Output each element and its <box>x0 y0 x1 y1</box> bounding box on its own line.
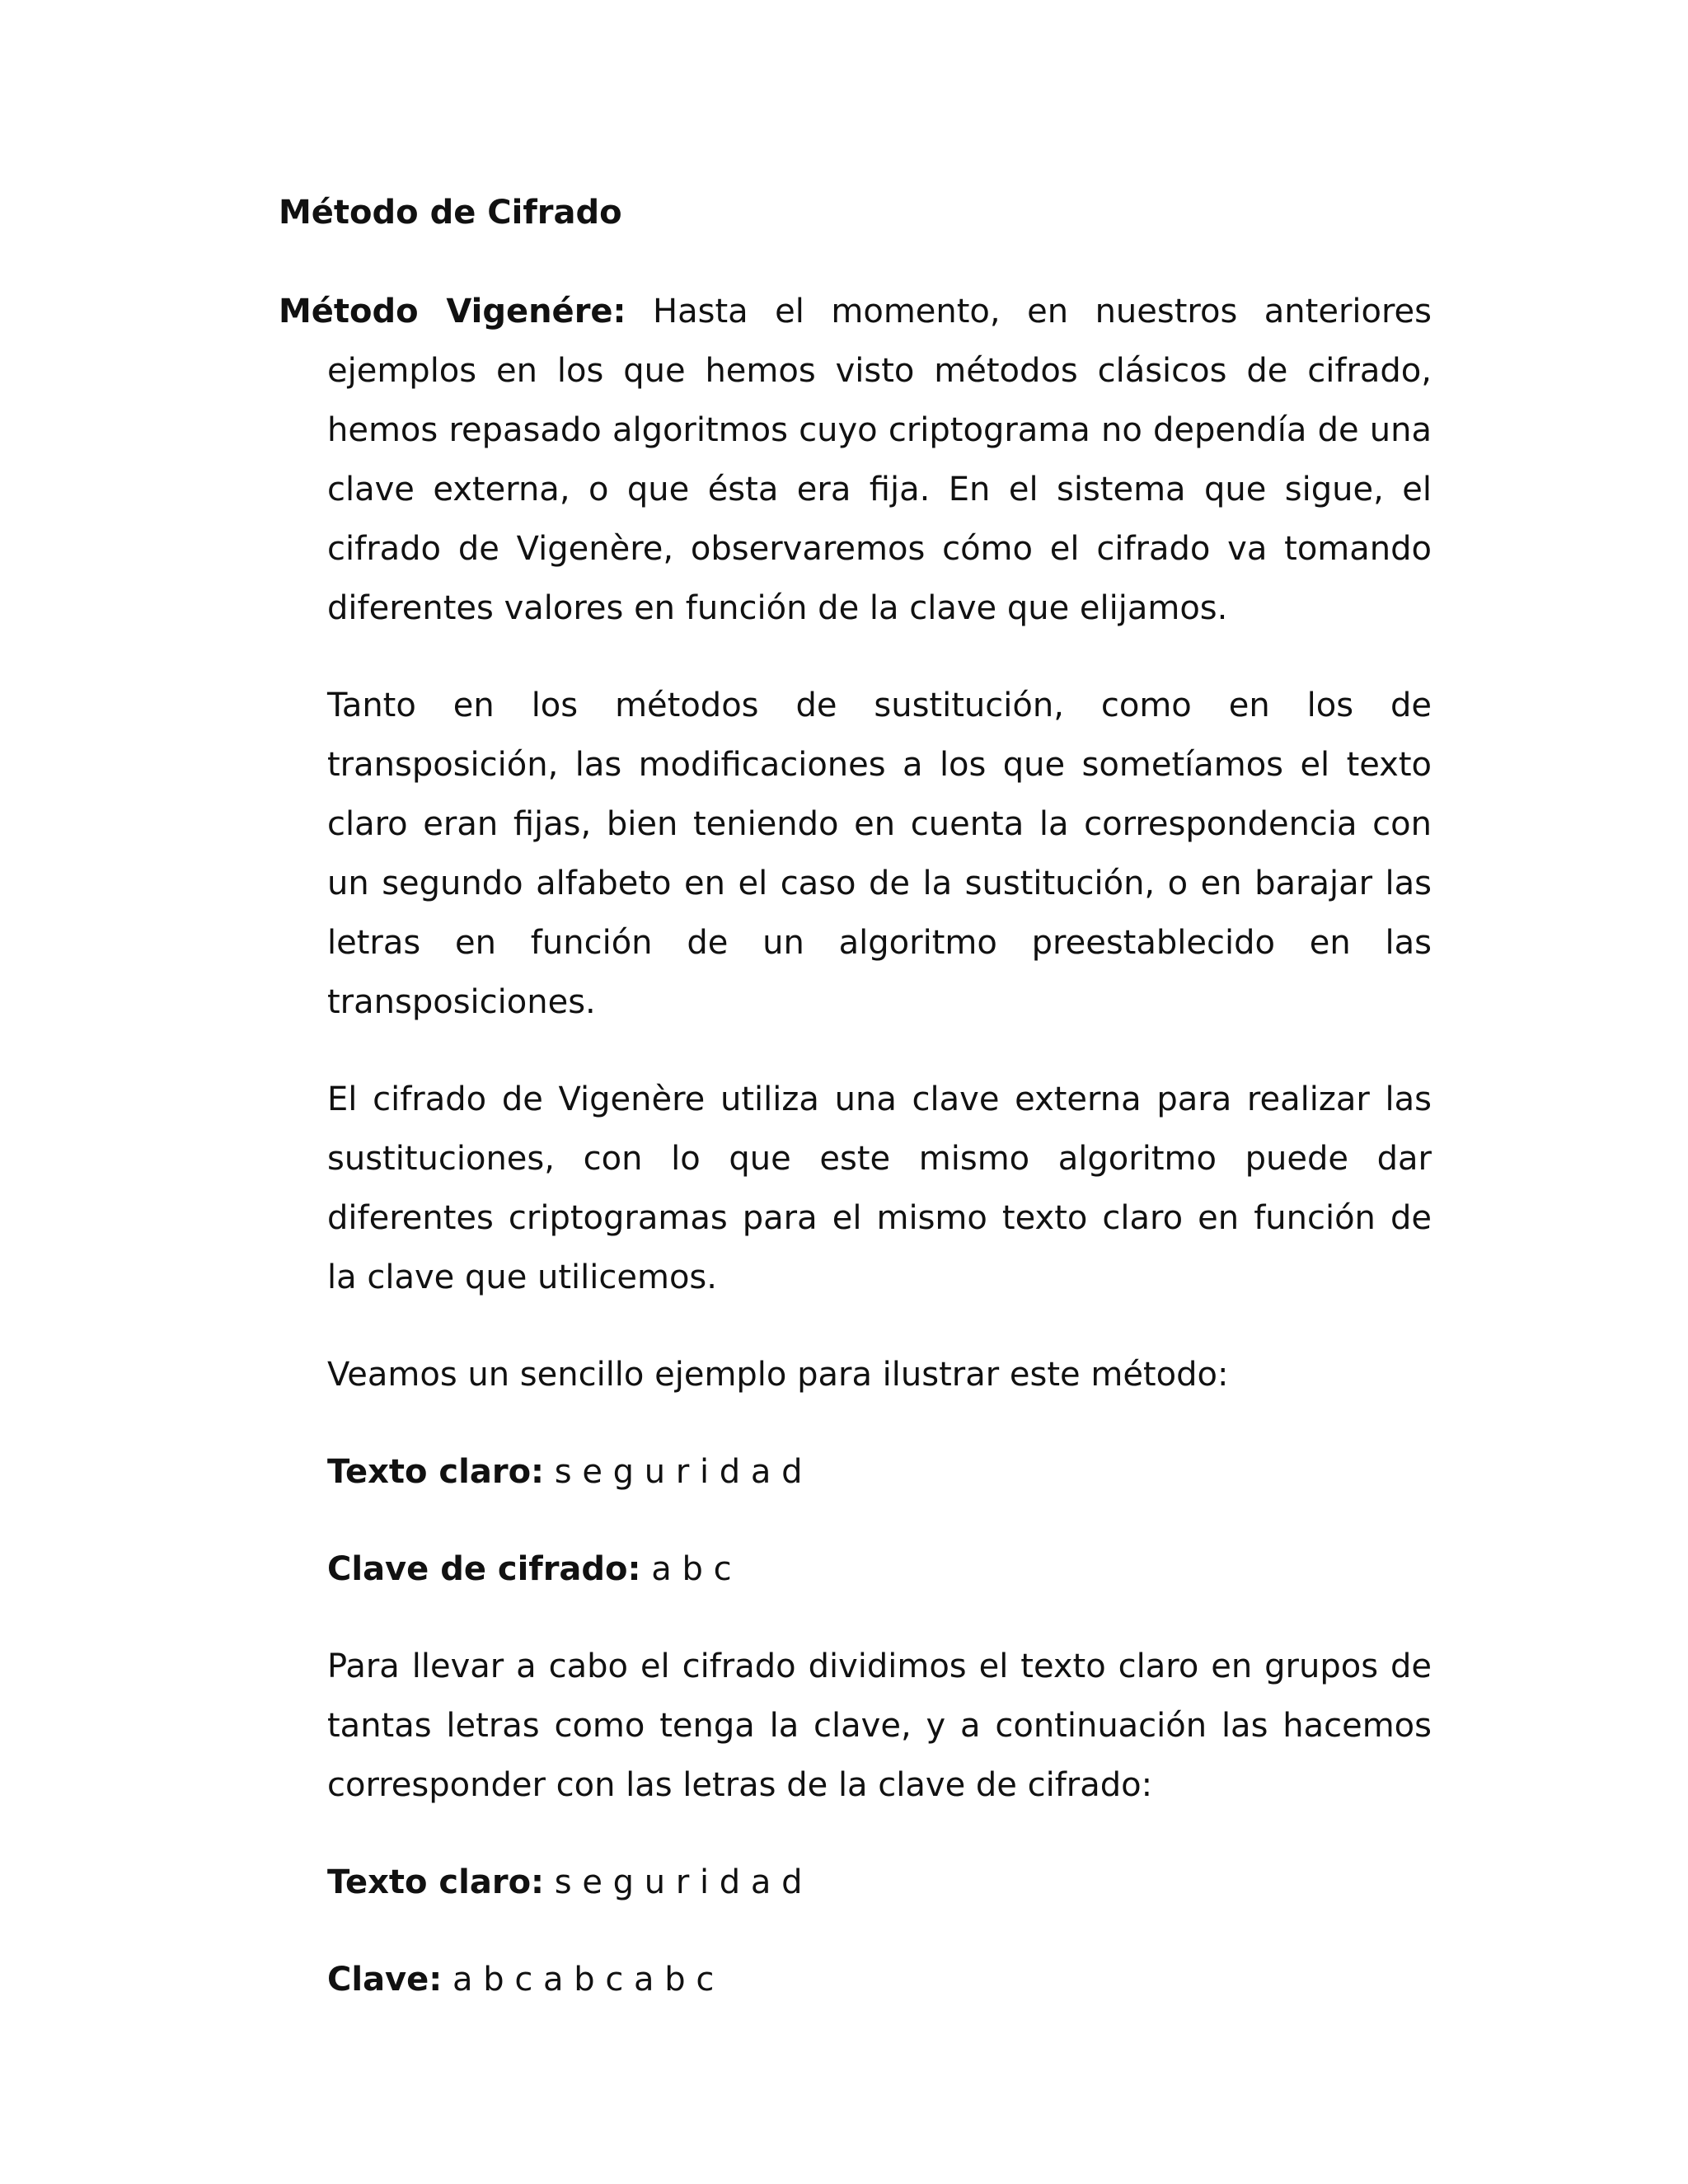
example2-plaintext-value: s e g u r i d a d <box>544 1863 803 1901</box>
example2-key-label: Clave: <box>327 1961 443 1999</box>
example1-key-label: Clave de cifrado: <box>327 1550 641 1588</box>
paragraph-example-intro: Veamos un sencillo ejemplo para ilustrar este método: <box>327 1356 1229 1394</box>
paragraph-substitution: Tanto en los métodos de sustitución, como en los de transposición, las modificaciones a los que sometíamos el texto claro eran fijas, bien teniendo en cuenta la correspondencia con un segundo alfabeto en el caso de la sustitución, o en barajar las letras en función de un algoritmo preestablecido en las transposiciones. <box>327 687 1432 1021</box>
example1-plaintext-label: Texto claro: <box>327 1453 545 1491</box>
intro-label: Método Vigenére: <box>279 293 626 330</box>
example2-plaintext <box>327 1853 1432 1912</box>
example1-key-value: a b c <box>640 1550 732 1588</box>
example1-key <box>327 1540 1432 1599</box>
example2-key-value: a b c a b c a b c <box>442 1961 715 1999</box>
paragraph-vigenere-key: El cifrado de Vigenère utiliza una clave externa para realizar las sustituciones, con lo que este mismo algoritmo puede dar diferentes criptogramas para el mismo texto claro en función de la clave que utilicemos. <box>327 1080 1432 1296</box>
example2-key <box>327 1950 1432 2009</box>
example1-plaintext-value: s e g u r i d a d <box>544 1453 803 1491</box>
intro-paragraph <box>279 282 1432 638</box>
example1-plaintext <box>327 1442 1432 1502</box>
document-title: Método de Cifrado <box>279 194 622 232</box>
paragraph-groups: Para llevar a cabo el cifrado dividimos el texto claro en grupos de tantas letras como tenga la clave, y a continuación las hacemos corresponder con las letras de la clave de cifrado: <box>327 1647 1432 1804</box>
example2-plaintext-label: Texto claro: <box>327 1863 545 1901</box>
document-body <box>279 282 1432 2047</box>
intro-text: Hasta el momento, en nuestros anteriores ejemplos en los que hemos visto métodos clásicos de cifrado, hemos repasado algoritmos cuyo criptograma no dependía de una clave externa, o que ésta era fija. En el sistema que sigue, el cifrado de Vigenère, observaremos cómo el cifrado va tomando diferentes valores en función de la clave que elijamos. <box>327 293 1432 627</box>
